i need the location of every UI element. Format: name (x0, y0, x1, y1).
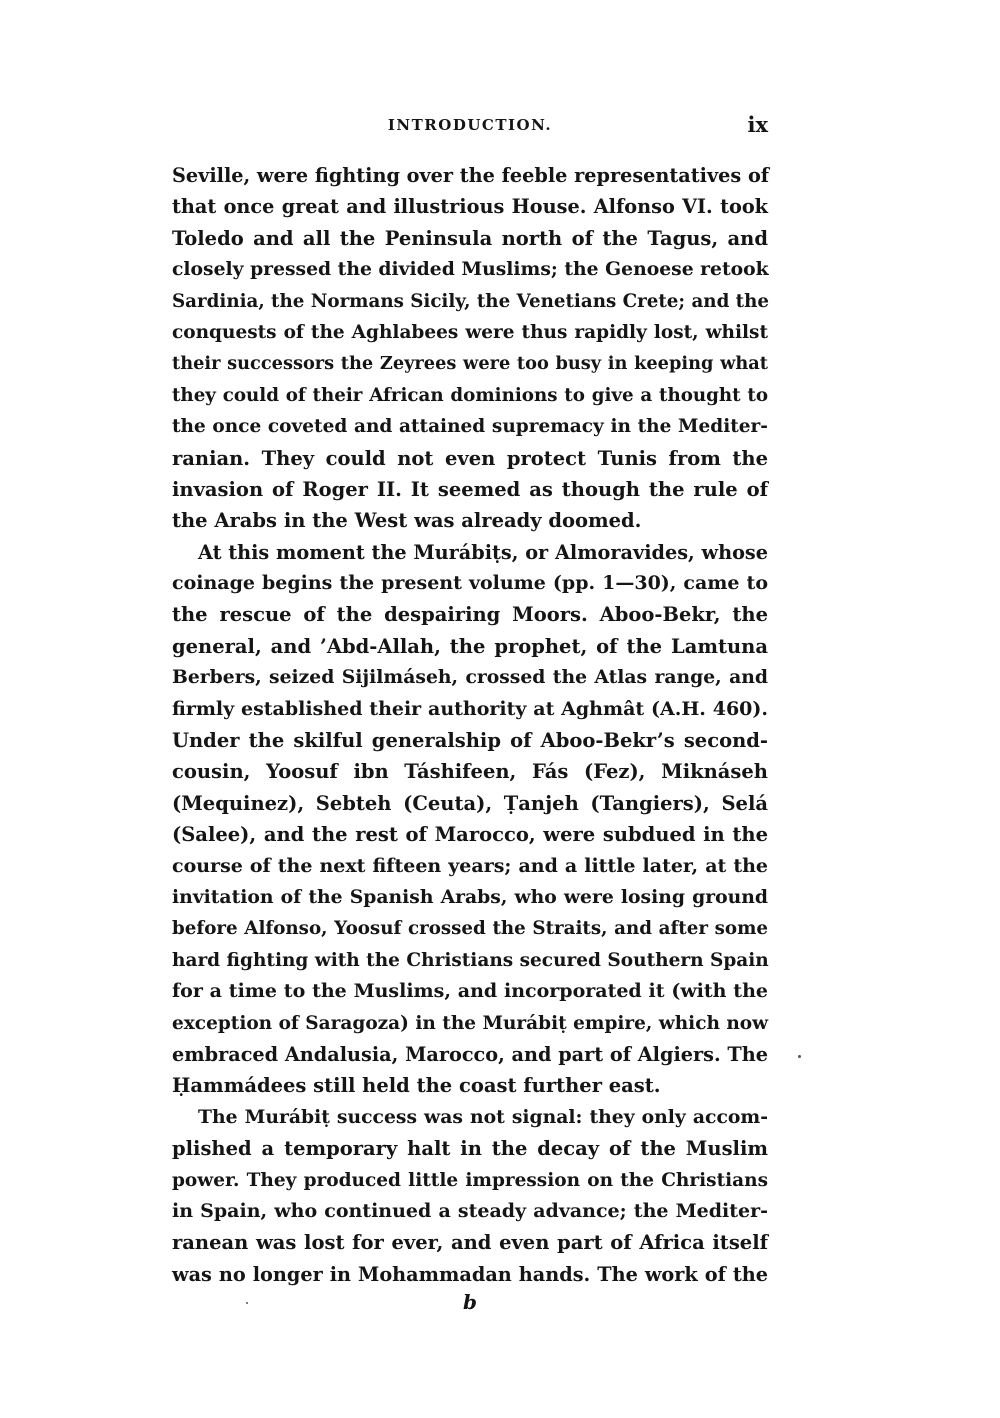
text-line: The Murábiṭ success was not signal: they only accom- (198, 1105, 768, 1128)
text-line: course of the next fifteen years; and a little later, at the (172, 854, 768, 877)
text-line: invitation of the Spanish Arabs, who were losing ground (172, 885, 768, 908)
text-line: that once great and illustrious House. Alfonso VI. took (172, 195, 768, 219)
page-number: ix (747, 112, 768, 137)
text-line: before Alfonso, Yoosuf crossed the Straits, and after some (172, 918, 768, 940)
running-head (172, 112, 768, 142)
text-line: embraced Andalusia, Marocco, and part of Algiers. The (172, 1042, 768, 1066)
text-line: power. They produced little impression on the Christians (172, 1169, 768, 1191)
text-line: their successors the Zeyrees were too busy in keeping what (172, 353, 768, 375)
text-line: Under the skilful generalship of Aboo-Bekr’s second- (172, 729, 768, 753)
body-text (172, 160, 768, 1290)
text-line: for a time to the Muslims, and incorporated it (with the (172, 980, 768, 1003)
text-line: cousin, Yoosuf ibn Táshifeen, Fás (Fez), Miknáseh (172, 760, 768, 784)
text-line: hard fighting with the Christians secured Southern Spain (172, 949, 769, 971)
text-line: the once coveted and attained supremacy in the Mediter- (172, 416, 768, 438)
text-line: the rescue of the despairing Moors. Aboo-Bekr, the (172, 603, 768, 627)
text-line: firmly established their authority at Aghmât (A.H. 460). (172, 697, 768, 720)
text-line: invasion of Roger II. It seemed as though the rule of (172, 477, 768, 501)
text-line: plished a temporary halt in the decay of the Muslim (172, 1137, 768, 1161)
text-line: exception of Saragoza) in the Murábiṭ empire, which now (172, 1012, 769, 1034)
text-line: At this moment the Murábiṭs, or Almoravides, whose (198, 540, 768, 564)
text-line: the Arabs in the West was already doomed. (172, 509, 642, 533)
text-line: Sardinia, the Normans Sicily, the Venetians Crete; and the (172, 290, 769, 312)
text-line: (Salee), and the rest of Marocco, were subdued in the (172, 823, 768, 847)
text-line: was no longer in Mohammadan hands. The work of the (172, 1262, 768, 1286)
text-line: in Spain, who continued a steady advance; the Mediter- (172, 1199, 768, 1222)
text-line: ranian. They could not even protect Tunis from the (172, 446, 768, 470)
text-line: Seville, were fighting over the feeble representatives of (172, 164, 770, 187)
paragraph (172, 1102, 768, 1290)
signature-mark: b (463, 1290, 477, 1314)
text-line: closely pressed the divided Muslims; the Genoese retook (172, 258, 769, 281)
text-line: they could of their African dominions to give a thought to (172, 384, 768, 406)
text-line: Toledo and all the Peninsula north of the Tagus, and (172, 226, 768, 250)
text-line: conquests of the Aghlabees were thus rapidly lost, whilst (172, 321, 768, 343)
text-line: Ḥammádees still held the coast further east. (172, 1074, 661, 1098)
text-line: Berbers, seized Sijilmáseh, crossed the Atlas range, and (172, 666, 768, 689)
paragraph (172, 537, 768, 1102)
paragraph (172, 160, 768, 537)
text-line: coinage begins the present volume (pp. 1—30), came to (172, 572, 768, 595)
text-line: ranean was lost for ever, and even part of Africa itself (172, 1231, 768, 1255)
stray-mark (246, 1302, 248, 1304)
stray-mark (798, 1055, 801, 1058)
running-title: INTRODUCTION. (387, 116, 553, 134)
text-line: general, and ’Abd-Allah, the prophet, of the Lamtuna (172, 634, 768, 658)
text-line: (Mequinez), Sebteh (Ceuta), Ṭanjeh (Tangiers), Selá (172, 791, 768, 815)
